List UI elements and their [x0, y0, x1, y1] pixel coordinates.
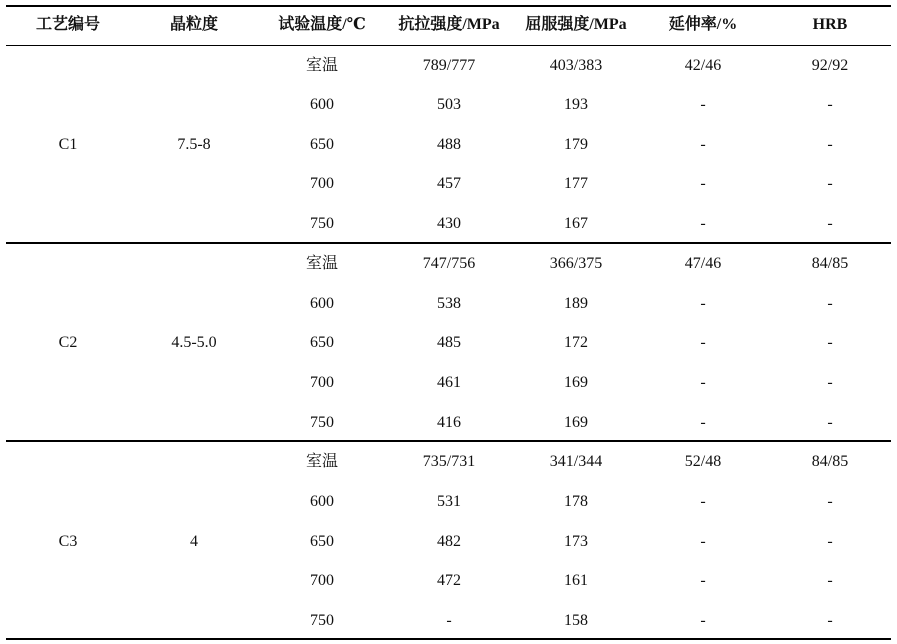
cell-hrb: - [827, 572, 833, 589]
cell-temperature: 700 [310, 175, 334, 192]
cell-yield: 167 [564, 215, 588, 232]
cell-process-id: C2 [58, 334, 78, 351]
cell-temperature: 700 [310, 572, 334, 589]
cell-temperature: 750 [310, 414, 334, 431]
header-elongation: 延伸率/% [668, 16, 738, 33]
group-rule [6, 440, 891, 442]
cell-elongation: 47/46 [684, 255, 722, 272]
cell-elongation: - [700, 295, 706, 312]
cell-temperature: 室温 [305, 255, 338, 272]
cell-elongation: - [700, 533, 706, 550]
cell-hrb: - [827, 175, 833, 192]
cell-yield: 341/344 [549, 453, 603, 470]
cell-elongation: 42/46 [684, 57, 722, 74]
cell-yield: 189 [564, 295, 588, 312]
cell-yield: 366/375 [549, 255, 603, 272]
cell-elongation: - [700, 334, 706, 351]
cell-temperature: 650 [310, 533, 334, 550]
cell-elongation: - [700, 215, 706, 232]
cell-tensile: 485 [437, 334, 461, 351]
cell-temperature: 室温 [305, 57, 338, 74]
cell-tensile: 503 [437, 96, 461, 113]
header-yield-strength: 屈服强度/MPa [525, 16, 627, 33]
cell-hrb: 84/85 [811, 255, 849, 272]
cell-yield: 158 [564, 612, 588, 629]
cell-hrb: - [827, 533, 833, 550]
cell-yield: 179 [564, 136, 588, 153]
cell-hrb: - [827, 334, 833, 351]
cell-yield: 177 [564, 175, 588, 192]
cell-tensile: 531 [437, 493, 461, 510]
header-grain-size: 晶粒度 [169, 16, 218, 33]
cell-elongation: - [700, 136, 706, 153]
cell-elongation: - [700, 175, 706, 192]
cell-grain-size: 4 [190, 533, 198, 550]
cell-hrb: - [827, 493, 833, 510]
cell-hrb: - [827, 136, 833, 153]
cell-temperature: 650 [310, 136, 334, 153]
cell-temperature: 650 [310, 334, 334, 351]
cell-elongation: - [700, 96, 706, 113]
cell-temperature: 750 [310, 215, 334, 232]
cell-yield: 161 [564, 572, 588, 589]
cell-temperature: 750 [310, 612, 334, 629]
cell-elongation: 52/48 [684, 453, 722, 470]
cell-temperature: 600 [310, 295, 334, 312]
cell-tensile: - [446, 612, 452, 629]
cell-temperature: 室温 [305, 453, 338, 470]
cell-process-id: C1 [58, 136, 78, 153]
cell-hrb: - [827, 374, 833, 391]
cell-yield: 173 [564, 533, 588, 550]
cell-yield: 169 [564, 414, 588, 431]
cell-grain-size: 7.5-8 [177, 136, 211, 153]
header-rule [6, 45, 891, 46]
cell-temperature: 600 [310, 493, 334, 510]
cell-temperature: 600 [310, 96, 334, 113]
cell-elongation: - [700, 612, 706, 629]
cell-tensile: 789/777 [422, 57, 476, 74]
cell-hrb: - [827, 414, 833, 431]
cell-hrb: - [827, 215, 833, 232]
cell-hrb: - [827, 96, 833, 113]
cell-tensile: 488 [437, 136, 461, 153]
cell-elongation: - [700, 414, 706, 431]
header-hrb: HRB [812, 16, 848, 33]
cell-elongation: - [700, 493, 706, 510]
cell-hrb: - [827, 295, 833, 312]
cell-yield: 403/383 [549, 57, 603, 74]
cell-process-id: C3 [58, 533, 78, 550]
cell-grain-size: 4.5-5.0 [171, 334, 217, 351]
cell-tensile: 735/731 [422, 453, 476, 470]
cell-tensile: 747/756 [422, 255, 476, 272]
cell-tensile: 430 [437, 215, 461, 232]
cell-hrb: - [827, 612, 833, 629]
cell-yield: 193 [564, 96, 588, 113]
header-process-id: 工艺编号 [35, 16, 100, 33]
cell-tensile: 416 [437, 414, 461, 431]
cell-tensile: 461 [437, 374, 461, 391]
cell-yield: 172 [564, 334, 588, 351]
cell-hrb: 84/85 [811, 453, 849, 470]
header-test-temp: 试验温度/℃ [278, 16, 366, 33]
cell-elongation: - [700, 374, 706, 391]
cell-elongation: - [700, 572, 706, 589]
cell-tensile: 472 [437, 572, 461, 589]
cell-tensile: 482 [437, 533, 461, 550]
top-rule [6, 5, 891, 7]
cell-yield: 169 [564, 374, 588, 391]
cell-yield: 178 [564, 493, 588, 510]
header-tensile-strength: 抗拉强度/MPa [398, 16, 500, 33]
bottom-rule [6, 638, 891, 640]
cell-hrb: 92/92 [811, 57, 849, 74]
cell-temperature: 700 [310, 374, 334, 391]
group-rule [6, 242, 891, 244]
cell-tensile: 457 [437, 175, 461, 192]
cell-tensile: 538 [437, 295, 461, 312]
